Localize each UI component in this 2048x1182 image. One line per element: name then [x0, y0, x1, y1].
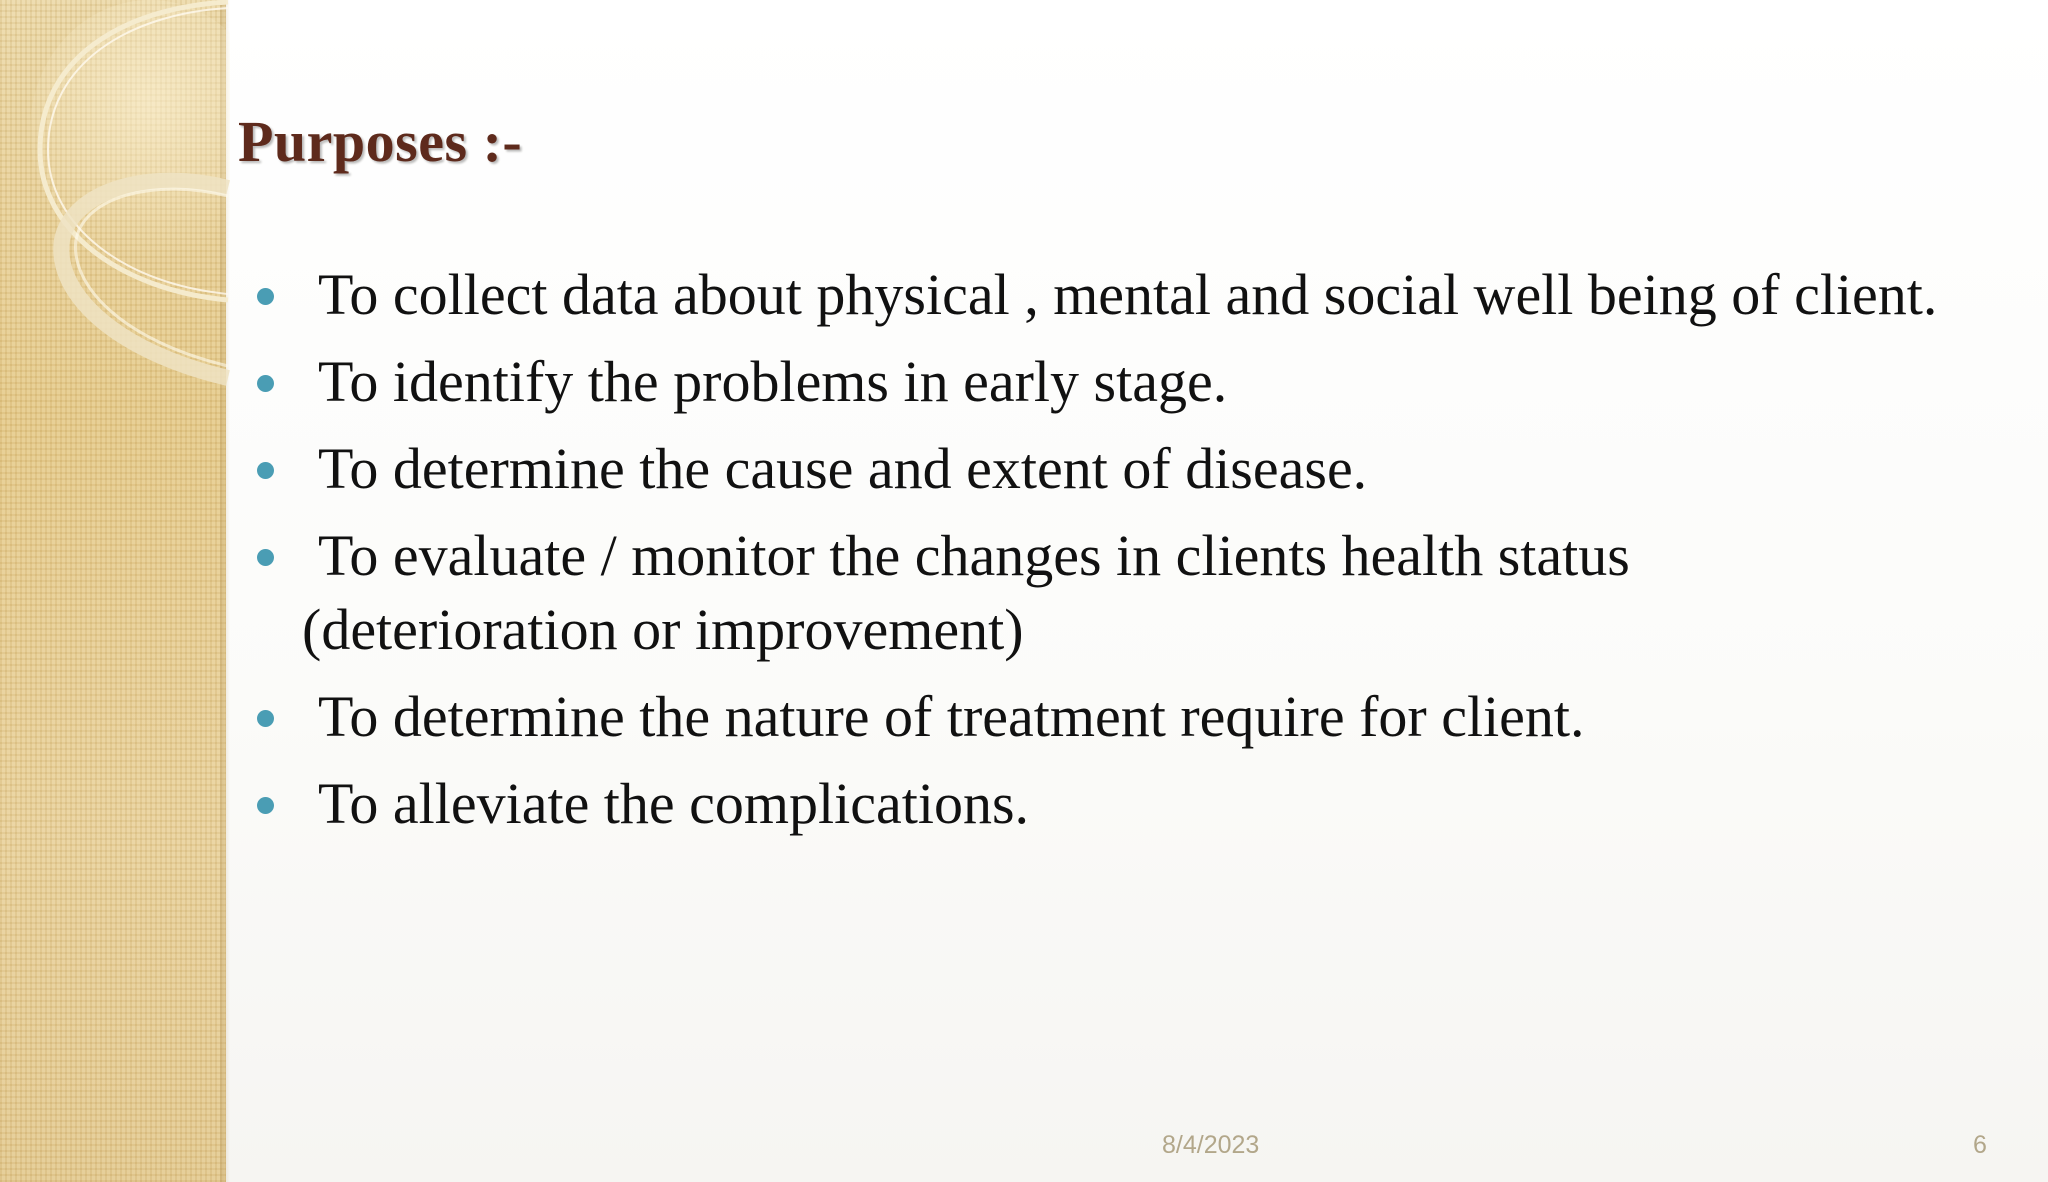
footer-page-number: 6: [1973, 1131, 1987, 1159]
bullet-dot-icon: [257, 710, 274, 727]
bullet-item: [252, 345, 1952, 419]
slide-title: Purposes :-: [238, 109, 523, 174]
bullet-dot-icon: [257, 549, 274, 566]
bullet-item: [252, 519, 1952, 667]
decorative-rings-ornament: [0, 0, 230, 420]
bullet-item: [252, 432, 1952, 506]
bullet-text: To determine the nature of treatment require for client.: [318, 684, 1585, 749]
bullet-item: [252, 680, 1952, 754]
bullet-item: [252, 767, 1952, 841]
bullet-dot-icon: [257, 462, 274, 479]
bullet-dot-icon: [257, 288, 274, 305]
bullet-item: [252, 258, 1952, 332]
footer-date: 8/4/2023: [1162, 1131, 1260, 1159]
bullet-text: To evaluate / monitor the changes in clients health status (deterioration or improvement): [302, 523, 1630, 662]
bullet-text: To alleviate the complications.: [318, 771, 1030, 836]
bullet-text: To identify the problems in early stage.: [318, 349, 1228, 414]
bullet-dot-icon: [257, 797, 274, 814]
bullet-text: To collect data about physical , mental and social well being of client.: [318, 262, 1938, 327]
bullet-dot-icon: [257, 375, 274, 392]
bullet-text: To determine the cause and extent of disease.: [318, 436, 1368, 501]
bullet-list: [252, 258, 1952, 854]
